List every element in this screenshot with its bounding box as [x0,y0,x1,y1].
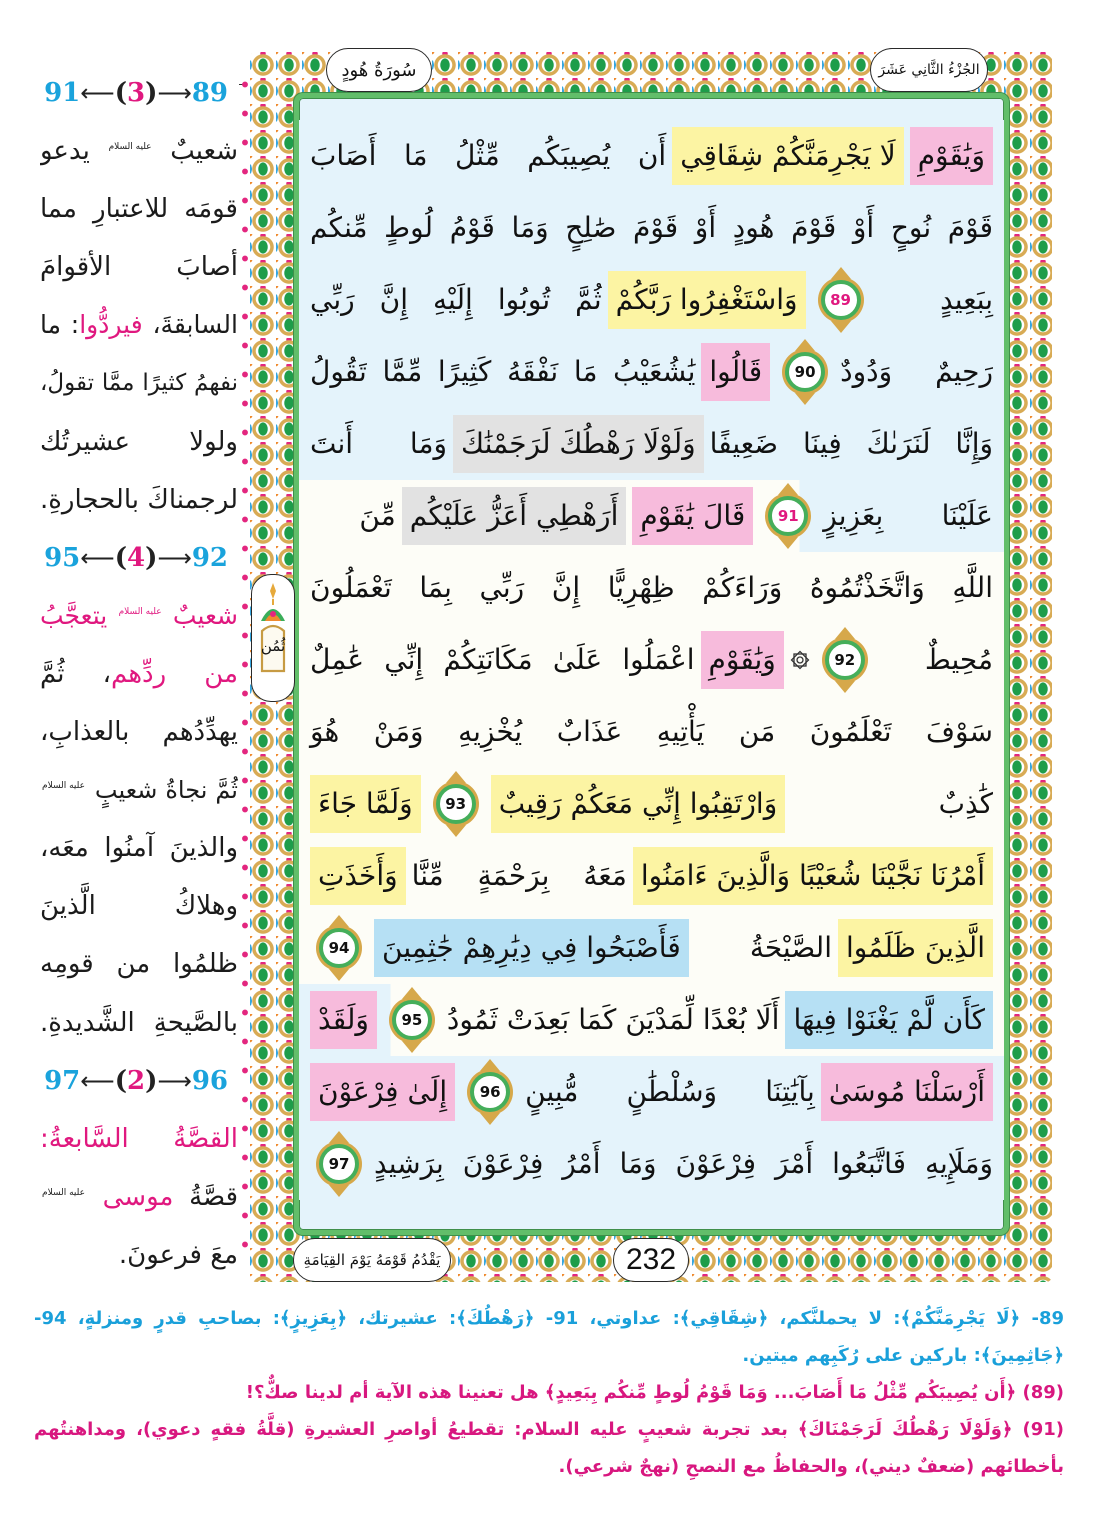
ayah-number: 97 [328,1155,350,1173]
honorific-alayhi-salam: عليه السلام [118,606,162,617]
commentary-keyword: موسى [102,1181,174,1212]
section-verse-count: 4 [127,542,146,573]
highlighted-phrase: لَا يَجْرِمَنَّكُمْ شِقَاقِي [672,127,904,185]
verse-text: وَمَلَإِيهِ فَاتَّبَعُوا أَمْرَ فِرْعَوْنَ وَمَا أَمْرُ فِرْعَوْنَ بِرَشِيدٍ [374,1147,993,1180]
commentary-text: ثُمَّ نجاةُ شعيبٍ [94,776,238,805]
highlighted-phrase: وَارْتَقِبُوا إِنِّي مَعَكُمْ رَقِيبٌ [491,775,786,833]
quran-line [299,480,1004,552]
ayah-number: 91 [777,507,799,525]
section-range-header [40,64,238,122]
verse-text: وَإِنَّا لَنَرَىٰكَ فِينَا ضَعِيفًا [709,427,993,460]
highlighted-phrase: وَلَقَدْ [310,991,377,1049]
section-verse-count: 2 [127,1065,146,1096]
commentary-line [40,761,238,819]
highlighted-phrase: إِلَىٰ فِرْعَوْنَ [310,1063,455,1121]
right-arrow-icon: ⟶ [157,543,192,572]
commentary-line [40,1168,238,1226]
verse-text: بِآيَٰتِنَا وَسُلْطَٰنٍ مُّبِينٍ [525,1075,815,1108]
paren-close: ) [145,1065,158,1096]
verse-text: يَٰشُعَيْبُ مَا نَفْقَهُ كَثِيرًا مِّمَّا تَقُولُ [309,355,696,388]
left-arrow-icon: ⟵ [80,1066,115,1095]
quran-line [299,336,1004,408]
quran-line [299,408,1004,480]
commentary-line [40,122,238,180]
highlighted-phrase: قَالُوا [701,343,770,401]
highlighted-phrase: وَاسْتَغْفِرُوا رَبَّكُمْ [608,271,806,329]
verse-text: كَٰذِبٌ [938,787,993,820]
ayah-number-medallion [319,928,359,968]
arch-ornament-icon [258,581,288,673]
honorific-alayhi-salam: عليه السلام [108,142,152,153]
honorific-alayhi-salam: عليه السلام [42,781,85,792]
story-title: القصَّةُ السَّابعةُ: [40,1123,238,1154]
commentary-text: يدعو [40,136,90,167]
verse-text: مُحِيطٌ [924,643,993,676]
quran-line [299,1128,1004,1200]
left-arrow-icon: ⟵ [80,543,115,572]
ayah-number: 96 [479,1083,501,1101]
surah-name-badge: سُورَةُ هُودٍ [326,48,432,92]
paren-close: ) [145,542,158,573]
verse-text: مِّنَ [359,499,396,532]
commentary-keyword: فيردُّوا [79,310,143,340]
commentary-text: وهلاكُ الَّذينَ [40,891,238,922]
commentary-text: قومَه للاعتبارِ مما [40,194,238,225]
commentary-line [40,877,238,935]
verse-text: أَن يُصِيبَكُم مِّثْلُ مَا أَصَابَ [310,139,667,172]
ayah-number-medallion [392,1000,432,1040]
commentary-text: والذينَ آمنُوا معَه، [40,833,238,864]
commentary-line [40,819,238,877]
commentary-text: ولولا عشيرتُك [40,426,238,457]
quran-line [299,768,1004,840]
ayah-number: 89 [830,291,851,309]
highlighted-phrase: وَلَوْلَا رَهْطُكَ لَرَجَمْنَٰكَ [453,415,704,473]
mushaf-frame [250,52,1052,1282]
verse-text: رَحِيمٌ وَدُودٌ [840,355,993,388]
paren-open: ( [114,542,127,573]
vocabulary-note: 89- ﴿لَا يَجْرِمَنَّكُمْ﴾: لا يحملنَّكم، ﴿شِقَاقِي﴾: عداوتي، 91- ﴿رَهْطُكَ﴾: عشيرتك، ﴿بِعَزِيزٍ﴾: بصاحبِ قدرٍ ومنزلةٍ، 94- ﴿جَاثِمِينَ﴾: باركين على رُكَبِهم ميتين. [34,1308,1064,1366]
ayah-number: 92 [834,651,856,669]
commentary-text: لرجمناكَ بالحجارةِ. [40,484,238,515]
commentary-keyword: شعيبٌ [172,600,238,630]
section-end-verse: 91 [44,78,81,108]
commentary-line [40,994,238,1052]
footnotes [34,1300,1064,1485]
quran-line [299,1056,1004,1128]
section-range-header [40,529,238,587]
verse-text: اعْمَلُوا عَلَىٰ مَكَانَتِكُمْ إِنِّي عَٰمِلٌ [310,643,695,676]
verse-text: مَعَهُ بِرَحْمَةٍ مِّنَّا [411,859,627,892]
commentary-line [40,413,238,471]
ayah-number-medallion [768,496,808,536]
commentary-line [40,587,238,645]
quran-text-panel [294,93,1009,1235]
quran-line [299,192,1004,264]
commentary-line [40,703,238,761]
ayah-number-medallion [821,280,861,320]
quran-line [299,552,1004,624]
highlighted-phrase: وَيَٰقَوْمِ [701,631,784,689]
commentary-text: : ما [40,310,80,340]
verse-text: أَلَا بُعْدًا لِّمَدْيَنَ كَمَا بَعِدَتْ ثَمُودُ [446,1003,780,1036]
ayah-number-medallion [319,1144,359,1184]
ayah-number: 94 [328,939,350,957]
hizb-star-icon [789,649,811,671]
commentary-text: معَ فرعونَ. [118,1239,238,1270]
highlighted-phrase: أَمْرُنَا نَجَّيْنَا شُعَيْبًا وَالَّذِينَ ءَامَنُوا [633,847,993,905]
commentary-keyword: يتعجَّبُ [40,600,108,630]
highlighted-phrase: قَالَ يَٰقَوْمِ [632,487,753,545]
commentary-text: نفهمُ كثيرًا ممَّا تقولُ، [40,370,238,397]
commentary-text: ، ثُمَّ [40,658,112,689]
highlighted-phrase: وَلَمَّا جَاءَ [310,775,421,833]
commentary-text: أصابَ الأقوامَ [40,252,238,283]
quran-line [299,912,1004,984]
commentary-sidebar [40,64,238,1284]
reflection-note: (89) ﴿أَن يُصِيبَكُم مِّثْلُ مَا أَصَابَ... وَمَا قَوْمُ لُوطٍ مِّنكُم بِبَعِيدٍ﴾ هل تعنينا هذه الآية أم لدينا صكٌّ؟! [245,1382,1064,1403]
commentary-keyword: من ردِّهم [111,658,238,689]
verse-text: اللَّهِ وَاتَّخَذْتُمُوهُ وَرَاءَكُمْ ظِهْرِيًّا إِنَّ رَبِّي بِمَا تَعْمَلُونَ [310,571,993,604]
commentary-line [40,935,238,993]
highlighted-phrase: أَرَهْطِي أَعَزُّ عَلَيْكُم [402,487,627,545]
section-start-verse: 92 [191,542,228,573]
section-range-header [40,1052,238,1110]
commentary-line [40,296,238,354]
juz-name-badge: الجُزْءُ الثَّانِي عَشَرَ [870,48,988,92]
quran-line [299,984,1004,1056]
ayah-number-medallion [785,352,825,392]
hizb-eighth-marker [251,574,295,702]
verse-text: بِبَعِيدٍ [940,283,993,316]
verse-text: وَمَا أَنتَ [310,427,447,460]
quran-line [299,624,1004,696]
reflection-note: (91) ﴿وَلَوْلَا رَهْطُكَ لَرَجَمْنَاكَ﴾ بعد تجربة شعيبٍ عليه السلام: تقطيعُ أواصرِ العشيرةِ (قلَّةُ فقهٍ دعوي)، ومداهنتُهم بأخطائهم (ضعفٌ ديني)، والحفاظُ مع النصحِ (نهجٌ شرعي). [34,1419,1064,1477]
ayah-number-medallion [470,1072,510,1112]
quran-line [299,264,1004,336]
highlighted-phrase: وَيَٰقَوْمِ [910,127,993,185]
commentary-line [40,354,238,412]
verse-text: الصَّيْحَةُ [749,931,832,964]
ayah-number: 95 [401,1011,423,1029]
verse-text: ثُمَّ تُوبُوا إِلَيْهِ إِنَّ رَبِّي [309,283,602,316]
right-arrow-icon: ⟶ [157,79,192,107]
verse-text: قَوْمَ نُوحٍ أَوْ قَوْمَ هُودٍ أَوْ قَوْمَ صَٰلِحٍ وَمَا قَوْمُ لُوطٍ مِّنكُم [310,211,993,244]
quran-lines [299,120,1004,1200]
commentary-line [40,471,238,529]
commentary-text: بالصَّيحةِ الشَّديدةِ. [40,1007,238,1038]
highlighted-phrase: الَّذِينَ ظَلَمُوا [838,919,993,977]
highlighted-phrase: فَأَصْبَحُوا فِي دِيَٰرِهِمْ جَٰثِمِينَ [374,919,689,977]
highlighted-phrase: أَرْسَلْنَا مُوسَىٰ [821,1063,993,1121]
section-end-verse: 97 [44,1065,81,1096]
quran-line [299,696,1004,768]
ayah-number-medallion [436,784,476,824]
quran-line [299,840,1004,912]
paren-open: ( [114,1065,127,1096]
hizb-eighth-label: ثُمُن [260,637,286,655]
ayah-number-medallion [825,640,865,680]
commentary-text: يهدِّدُهم بالعذابِ، [40,717,238,748]
verse-text: سَوْفَ تَعْلَمُونَ مَن يَأْتِيهِ عَذَابٌ يُخْزِيهِ وَمَنْ هُوَ [310,715,993,748]
ayah-number: 93 [445,795,467,813]
quran-line [299,120,1004,192]
commentary-text: السابقةَ، [152,310,238,340]
honorific-alayhi-salam: عليه السلام [42,1187,85,1198]
commentary-line [40,180,238,238]
right-arrow-icon: ⟶ [157,1066,192,1095]
verse-text: عَلَيْنَا بِعَزِيزٍ [823,499,993,532]
paren-close: ) [145,78,158,108]
paren-open: ( [114,78,127,108]
left-arrow-icon: ⟵ [80,79,115,107]
commentary-text: شعيبٌ [170,136,238,167]
commentary-text: قصَّةُ [189,1181,238,1212]
commentary-line [40,1226,238,1284]
catchword-badge: يَقْدُمُ قَوْمَهُ يَوْمَ القِيَامَةِ [293,1238,451,1282]
highlighted-phrase: وَأَخَذَتِ [310,847,406,905]
section-verse-count: 3 [127,78,146,108]
highlighted-phrase: كَأَن لَّمْ يَغْنَوْا فِيهَا [785,991,993,1049]
commentary-line [40,645,238,703]
ayah-number: 90 [794,363,816,381]
page-number: 232 [613,1238,689,1282]
commentary-text: ظلمُوا من قومِه [40,949,238,980]
section-end-verse: 95 [44,542,81,573]
section-start-verse: 89 [191,78,228,108]
commentary-line [40,238,238,296]
commentary-line [40,1110,238,1168]
section-start-verse: 96 [191,1065,228,1096]
